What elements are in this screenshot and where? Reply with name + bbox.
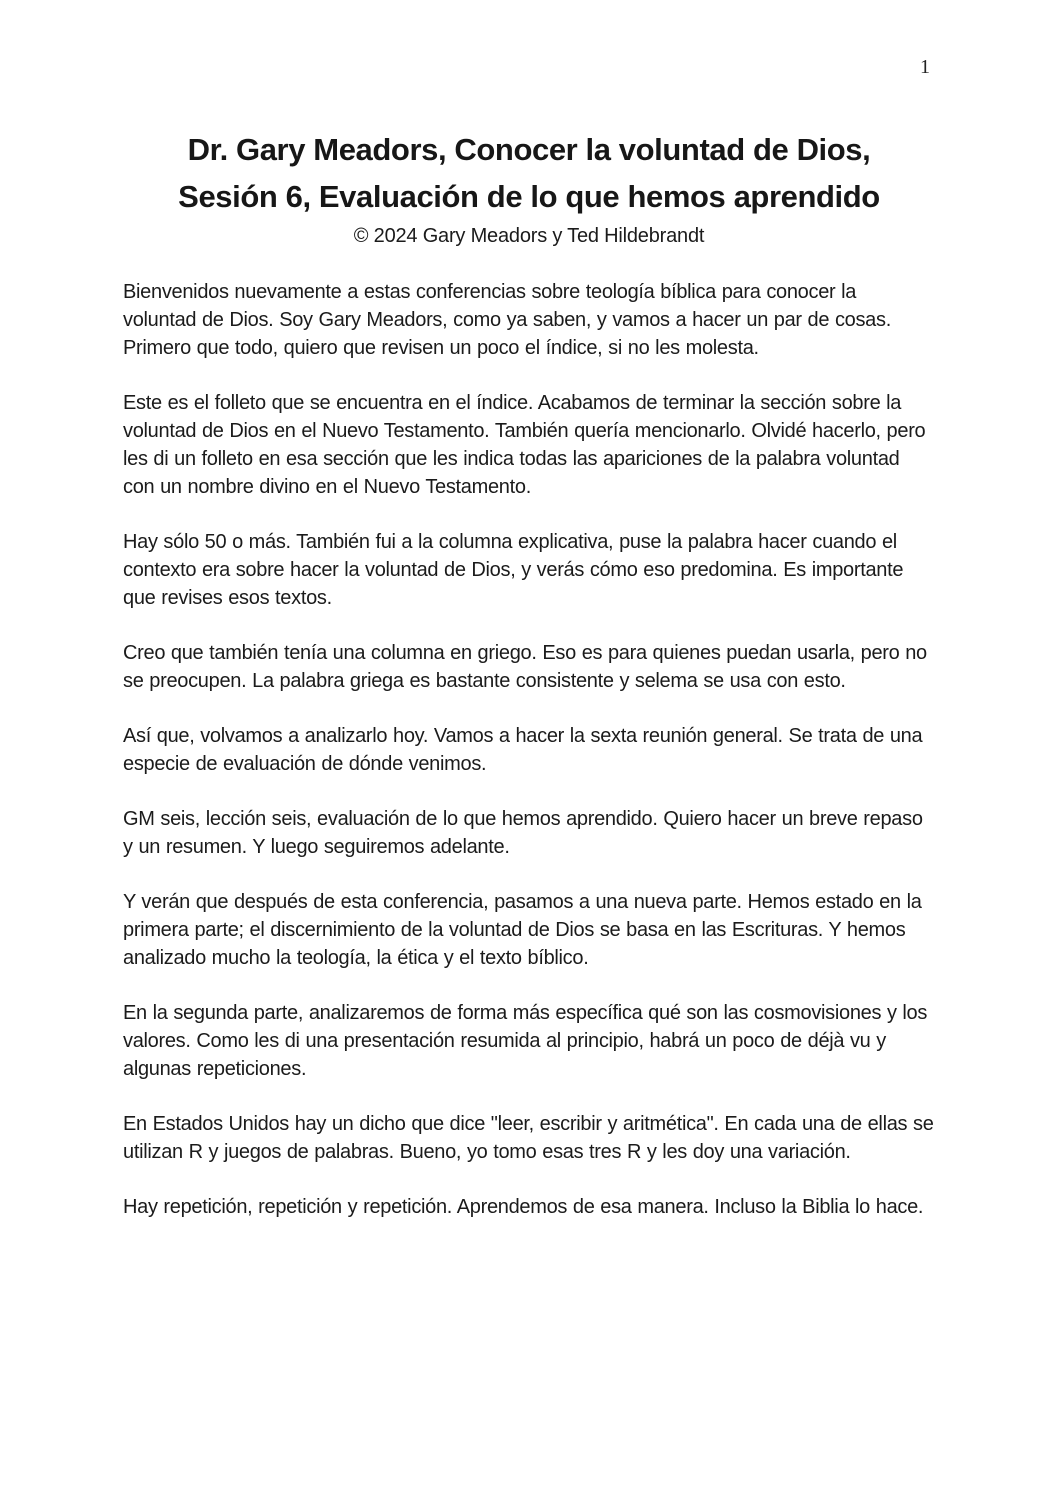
document-title-line-2: Sesión 6, Evaluación de lo que hemos aprendido (178, 179, 880, 214)
paragraph-9: En Estados Unidos hay un dicho que dice "leer, escribir y aritmética". En cada una de ellas se utilizan R y juegos de palabras. Bueno, yo tomo esas tres R y les doy una variación. (123, 1113, 934, 1163)
paragraph-3: Hay sólo 50 o más. También fui a la columna explicativa, puse la palabra hacer cuando el contexto era sobre hacer la voluntad de Dios, y verás cómo eso predomina. Es importante que revises esos textos. (123, 531, 904, 609)
paragraph-7: Y verán que después de esta conferencia, pasamos a una nueva parte. Hemos estado en la primera parte; el discernimiento de la voluntad de Dios se basa en las Escrituras. Y hemos analizado mucho la teología, la ética y el texto bíblico. (123, 891, 922, 969)
paragraph-6: GM seis, lección seis, evaluación de lo que hemos aprendido. Quiero hacer un breve repaso y un resumen. Y luego seguiremos adelante. (123, 808, 923, 858)
document-title-line-1: Dr. Gary Meadors, Conocer la voluntad de Dios, (187, 132, 871, 167)
paragraph-2: Este es el folleto que se encuentra en el índice. Acabamos de terminar la sección sobre la voluntad de Dios en el Nuevo Testamento. También quería mencionarlo. Olvidé hacerlo, pero les di un folleto en esa sección que les indica todas las apariciones de la palabra voluntad con un nombre divino en el Nuevo Testamento. (123, 392, 926, 498)
paragraph-5: Así que, volvamos a analizarlo hoy. Vamos a hacer la sexta reunión general. Se trata de una especie de evaluación de dónde venimos. (123, 725, 923, 775)
paragraph-8: En la segunda parte, analizaremos de forma más específica qué son las cosmovisiones y los valores. Como les di una presentación resumida al principio, habrá un poco de déjà vu y algunas repeticiones. (123, 1002, 928, 1080)
paragraph-10: Hay repetición, repetición y repetición. Aprendemos de esa manera. Incluso la Biblia lo hace. (123, 1196, 924, 1218)
copyright-line: © 2024 Gary Meadors y Ted Hildebrandt (353, 225, 705, 247)
paragraph-4: Creo que también tenía una columna en griego. Eso es para quienes puedan usarla, pero no se preocupen. La palabra griega es bastante consistente y selema se usa con esto. (123, 642, 927, 692)
document-title (123, 126, 935, 220)
document-content (123, 0, 935, 1221)
paragraph-1: Bienvenidos nuevamente a estas conferencias sobre teología bíblica para conocer la voluntad de Dios. Soy Gary Meadors, como ya saben, y vamos a hacer un par de cosas. Primero que todo, quiero que revisen un poco el índice, si no les molesta. (123, 281, 891, 359)
page-number: 1 (920, 56, 930, 78)
